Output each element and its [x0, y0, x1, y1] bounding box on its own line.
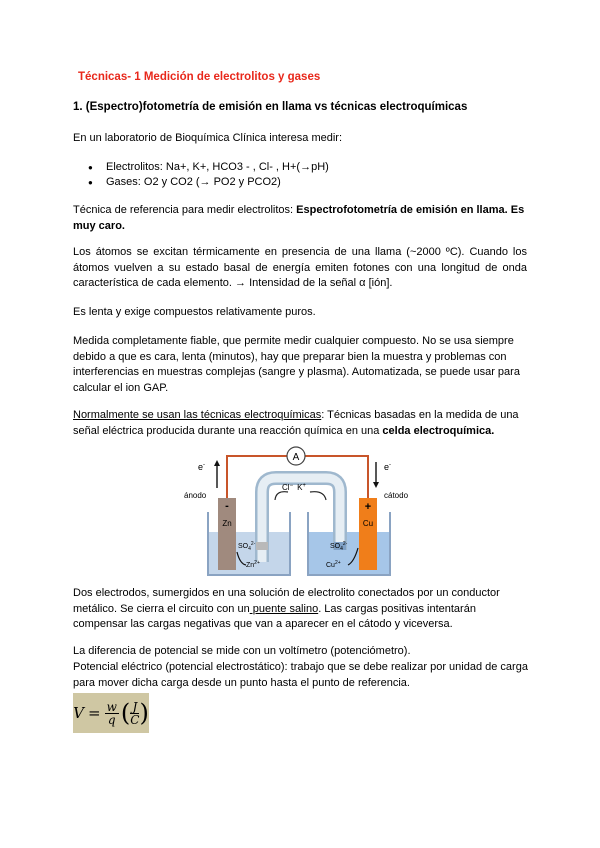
bridge-arrow-right-icon [310, 492, 326, 500]
salt-bridge-term: puente salino [249, 602, 319, 615]
intro-text: En un laboratorio de Bioquímica Clínica interesa medir: [73, 132, 343, 144]
slow-paragraph: Es lenta y exige compuestos relativamente puros. [73, 306, 316, 318]
reference-text: Técnica de referencia para medir electrolitos: [73, 204, 297, 216]
potential-paragraph: Potencial eléctrico (potencial electrostático): trabajo que se debe realizar por unidad de carga para mover dicha carga desde un punto hasta el punto de referencia. [73, 661, 528, 689]
section-heading: 1. (Espectro)fotometría de emisión en llama vs técnicas electroquímicas [73, 101, 468, 113]
zinc-label: Zn [222, 519, 232, 528]
page-title: Técnicas- 1 Medición de electrolitos y gases [78, 71, 321, 83]
voltage-paragraph: La diferencia de potencial se mide con un voltímetro (potenciómetro). [73, 645, 411, 657]
anode-sign: - [225, 500, 229, 512]
electrochemical-cell-diagram [184, 440, 420, 580]
anode-label: ánodo [184, 491, 207, 500]
copper-ion-label: $Cu^{2+}$ [326, 560, 341, 569]
electrochem-cell: celda electroquímica. [382, 424, 495, 437]
arrow-down-head-icon [373, 482, 379, 488]
zinc-ion-label: $Zn^{2+}$ [246, 560, 260, 569]
sulfate-left-label: $SO_4^{2-}$ [238, 541, 256, 552]
electrochem-underlined: Normalmente se usan las técnicas electroquímicas [73, 409, 322, 421]
arrow-up-head-icon [214, 460, 220, 466]
electron-left-label: e- [198, 462, 206, 472]
copper-label: Cu [362, 519, 374, 528]
electrochem-text: : Técnicas basadas en la medida de una señal eléctrica producida durante una reacción química en una [73, 409, 519, 437]
reference-technique: Espectrofotometría de emisión en llama. Es muy caro. [73, 204, 525, 232]
cathode-label: cátodo [384, 491, 409, 500]
reliable-paragraph: Medida completamente fiable, que permite medir cualquier compuesto. No se usa siempre debido a que es cara, lenta (minutos), hay que preparar bien la muestra y problemas con interferencias en muestras complejas (sangre y plasma). Automatizada, se puede usar para calcular el ion GAP. [73, 335, 520, 394]
cathode-sign: + [364, 501, 372, 513]
atoms-paragraph: Los átomos se excitan térmicamente en presencia de una llama (~2000 ºC). Cuando los átomos vuelven a su estado basal de energía emiten fotones con una longitud de onda característica de cada elemento. → Intensidad de la señal α [ión]. [73, 246, 527, 289]
ammeter-label: A [292, 452, 300, 463]
measure-list [88, 160, 329, 190]
sulfate-right-label: $SO_4^{2-}$ [330, 541, 348, 552]
electron-right-label: e- [384, 462, 392, 472]
reference-paragraph [73, 203, 531, 234]
electrochem-paragraph [73, 408, 527, 439]
bridge-ions-label: Cl− K+ [282, 483, 306, 492]
list-item: ● Electrolitos: Na+, K+, HCO3 - , Cl- , H+(→pH) [88, 160, 329, 175]
bridge-arrow-left-icon [275, 492, 288, 500]
bridge-plug-left [256, 542, 268, 550]
electrodes-paragraph: Dos electrodos, sumergidos en una solución de electrolito conectados por un conductor metálico. Se cierra el circuito con un puente salino. Las cargas positivas intentarán compensar las cargas negativas que van a aparecer en el cátodo y viceversa. [73, 587, 500, 630]
list-item: ● Gases: O2 y CO2 (→ PO2 y PCO2) [88, 175, 329, 190]
potential-formula: V = $\frac{w}{q}$ ( J C ) [73, 693, 149, 733]
